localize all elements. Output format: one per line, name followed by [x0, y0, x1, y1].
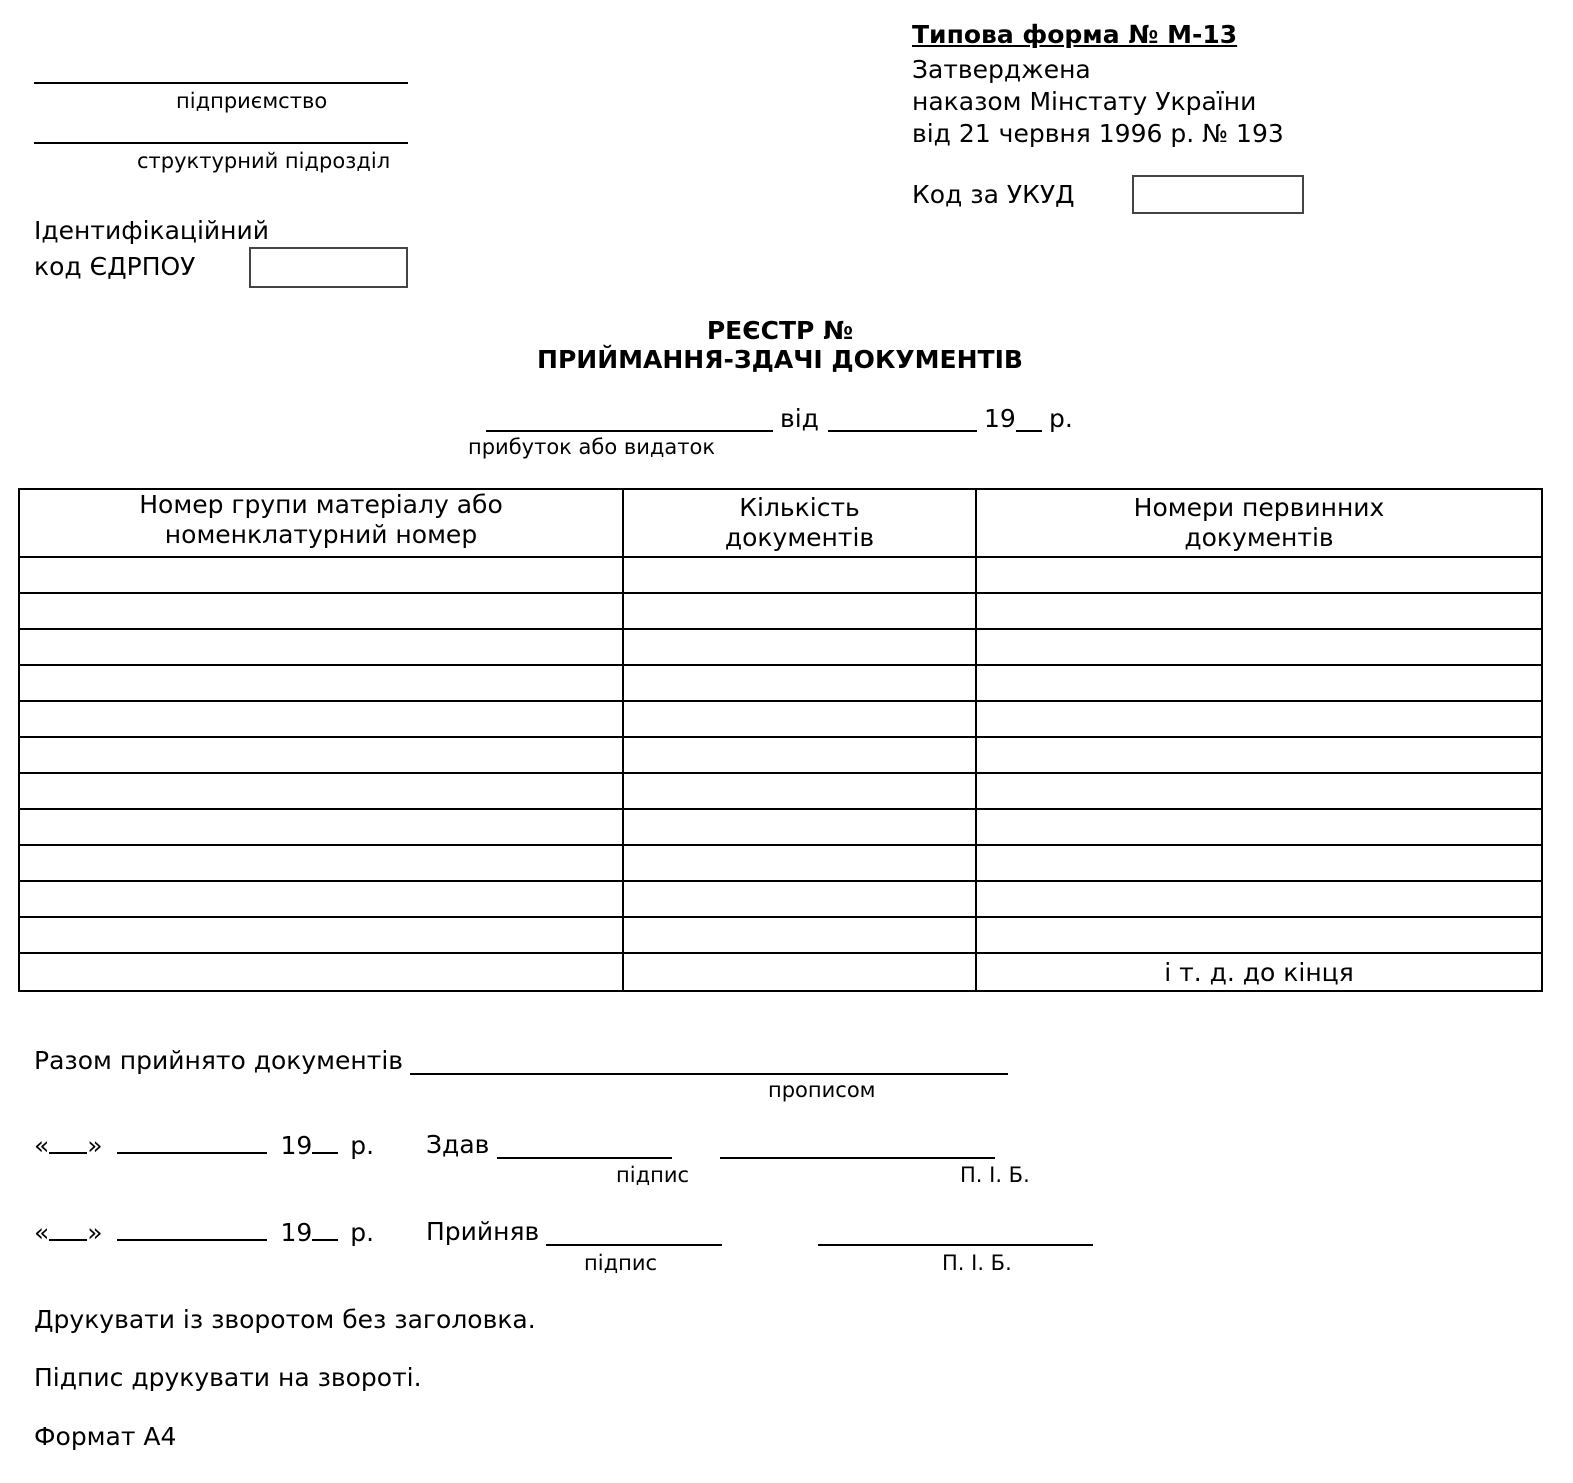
- approved-line-3: від 21 червня 1996 р. № 193: [912, 119, 1284, 148]
- division-caption: структурний підрозділ: [137, 149, 391, 173]
- column-header-material-group: Номер групи матеріалу або номенклатурний номер: [19, 489, 623, 557]
- table-cell[interactable]: [976, 557, 1542, 593]
- table-row: [19, 593, 1542, 629]
- table-cell[interactable]: [19, 917, 623, 953]
- table-cell[interactable]: [976, 845, 1542, 881]
- table-cell[interactable]: [19, 593, 623, 629]
- form-title: Типова форма № М-13: [912, 20, 1238, 49]
- table-row: [19, 809, 1542, 845]
- received-name-line: [818, 1244, 1093, 1246]
- table-cell[interactable]: [623, 701, 976, 737]
- received-label: Прийняв: [426, 1217, 540, 1246]
- table-cell[interactable]: [976, 809, 1542, 845]
- year-suffix-line: [1016, 430, 1042, 432]
- total-accepted-caption: прописом: [768, 1078, 876, 1102]
- table-row: [19, 629, 1542, 665]
- handed-name-line: [720, 1157, 995, 1159]
- table-cell[interactable]: [623, 557, 976, 593]
- handed-signature-line: [497, 1157, 672, 1159]
- table-cell[interactable]: [623, 917, 976, 953]
- table-cell[interactable]: [623, 737, 976, 773]
- table-cell[interactable]: [623, 845, 976, 881]
- table-cell[interactable]: [19, 773, 623, 809]
- handed-date: « » 19 р.: [34, 1131, 375, 1160]
- table-cell[interactable]: [623, 593, 976, 629]
- table-cell[interactable]: [976, 737, 1542, 773]
- handed-name-caption: П. І. Б.: [960, 1163, 1030, 1187]
- table-cell[interactable]: [623, 773, 976, 809]
- table-cell[interactable]: [623, 881, 976, 917]
- received-signature-line: [546, 1244, 722, 1246]
- edrpou-code-field[interactable]: [249, 247, 408, 288]
- table-cell[interactable]: [623, 953, 976, 991]
- table-cell[interactable]: [19, 809, 623, 845]
- table-row: [19, 737, 1542, 773]
- register-table: [18, 488, 1543, 992]
- table-row: [19, 557, 1542, 593]
- received-signature-caption: підпис: [584, 1251, 658, 1275]
- table-cell[interactable]: [623, 629, 976, 665]
- table-cell[interactable]: [19, 557, 623, 593]
- date-line: [828, 430, 977, 432]
- table-cell[interactable]: [976, 701, 1542, 737]
- table-cell-last-note: [976, 953, 1542, 991]
- handed-signature-caption: підпис: [616, 1163, 690, 1187]
- approved-line-2: наказом Мінстату України: [912, 87, 1257, 116]
- edrpou-label-line1: Ідентифікаційний: [34, 216, 269, 245]
- table-cell[interactable]: [976, 593, 1542, 629]
- table-cell[interactable]: [19, 701, 623, 737]
- received-date: « » 19 р.: [34, 1218, 375, 1247]
- date-year-prefix: 19: [984, 404, 1016, 433]
- ukud-label: Код за УКУД: [912, 180, 1075, 209]
- table-row: [19, 701, 1542, 737]
- table-row: [19, 953, 1542, 991]
- last-row-note: і т. д. до кінця: [1164, 958, 1354, 987]
- table-cell[interactable]: [976, 917, 1542, 953]
- division-line: [34, 142, 408, 144]
- print-note-1: Друкувати із зворотом без заголовка.: [34, 1305, 536, 1334]
- table-cell[interactable]: [19, 629, 623, 665]
- table-cell[interactable]: [623, 809, 976, 845]
- ukud-code-field[interactable]: [1132, 175, 1304, 214]
- table-cell[interactable]: [19, 845, 623, 881]
- table-cell[interactable]: [976, 773, 1542, 809]
- table-cell[interactable]: [19, 953, 623, 991]
- table-cell[interactable]: [19, 665, 623, 701]
- date-from-word: від: [780, 404, 819, 433]
- edrpou-label-line2: код ЄДРПОУ: [34, 252, 196, 281]
- approved-line-1: Затверджена: [912, 55, 1091, 84]
- operation-type-caption: прибуток або видаток: [468, 435, 716, 459]
- total-accepted-label: Разом прийнято документів: [34, 1046, 403, 1075]
- date-year-suffix: р.: [1049, 404, 1073, 433]
- received-name-caption: П. І. Б.: [942, 1251, 1012, 1275]
- column-header-primary-doc-numbers: Номери первинних документів: [976, 489, 1542, 557]
- table-cell[interactable]: [976, 665, 1542, 701]
- enterprise-caption: підприємство: [176, 89, 328, 113]
- table-cell[interactable]: [976, 629, 1542, 665]
- register-title-line1: РЕЄСТР №: [706, 316, 854, 345]
- register-title-line2: ПРИЙМАННЯ-ЗДАЧІ ДОКУМЕНТІВ: [537, 345, 1023, 374]
- enterprise-line: [34, 82, 408, 84]
- handed-label: Здав: [426, 1130, 490, 1159]
- table-row: [19, 917, 1542, 953]
- table-row: [19, 881, 1542, 917]
- table-cell[interactable]: [19, 737, 623, 773]
- table-header-row: [19, 489, 1542, 557]
- total-accepted-line: [410, 1073, 1008, 1075]
- table-body: [19, 557, 1542, 991]
- table-cell[interactable]: [976, 881, 1542, 917]
- operation-type-line: [486, 430, 773, 432]
- format-note: Формат А4: [34, 1422, 177, 1451]
- table-cell[interactable]: [19, 881, 623, 917]
- table-row: [19, 665, 1542, 701]
- table-cell[interactable]: [623, 665, 976, 701]
- table-row: [19, 773, 1542, 809]
- table-row: [19, 845, 1542, 881]
- column-header-document-count: Кількість документів: [623, 489, 976, 557]
- print-note-2: Підпис друкувати на звороті.: [34, 1363, 422, 1392]
